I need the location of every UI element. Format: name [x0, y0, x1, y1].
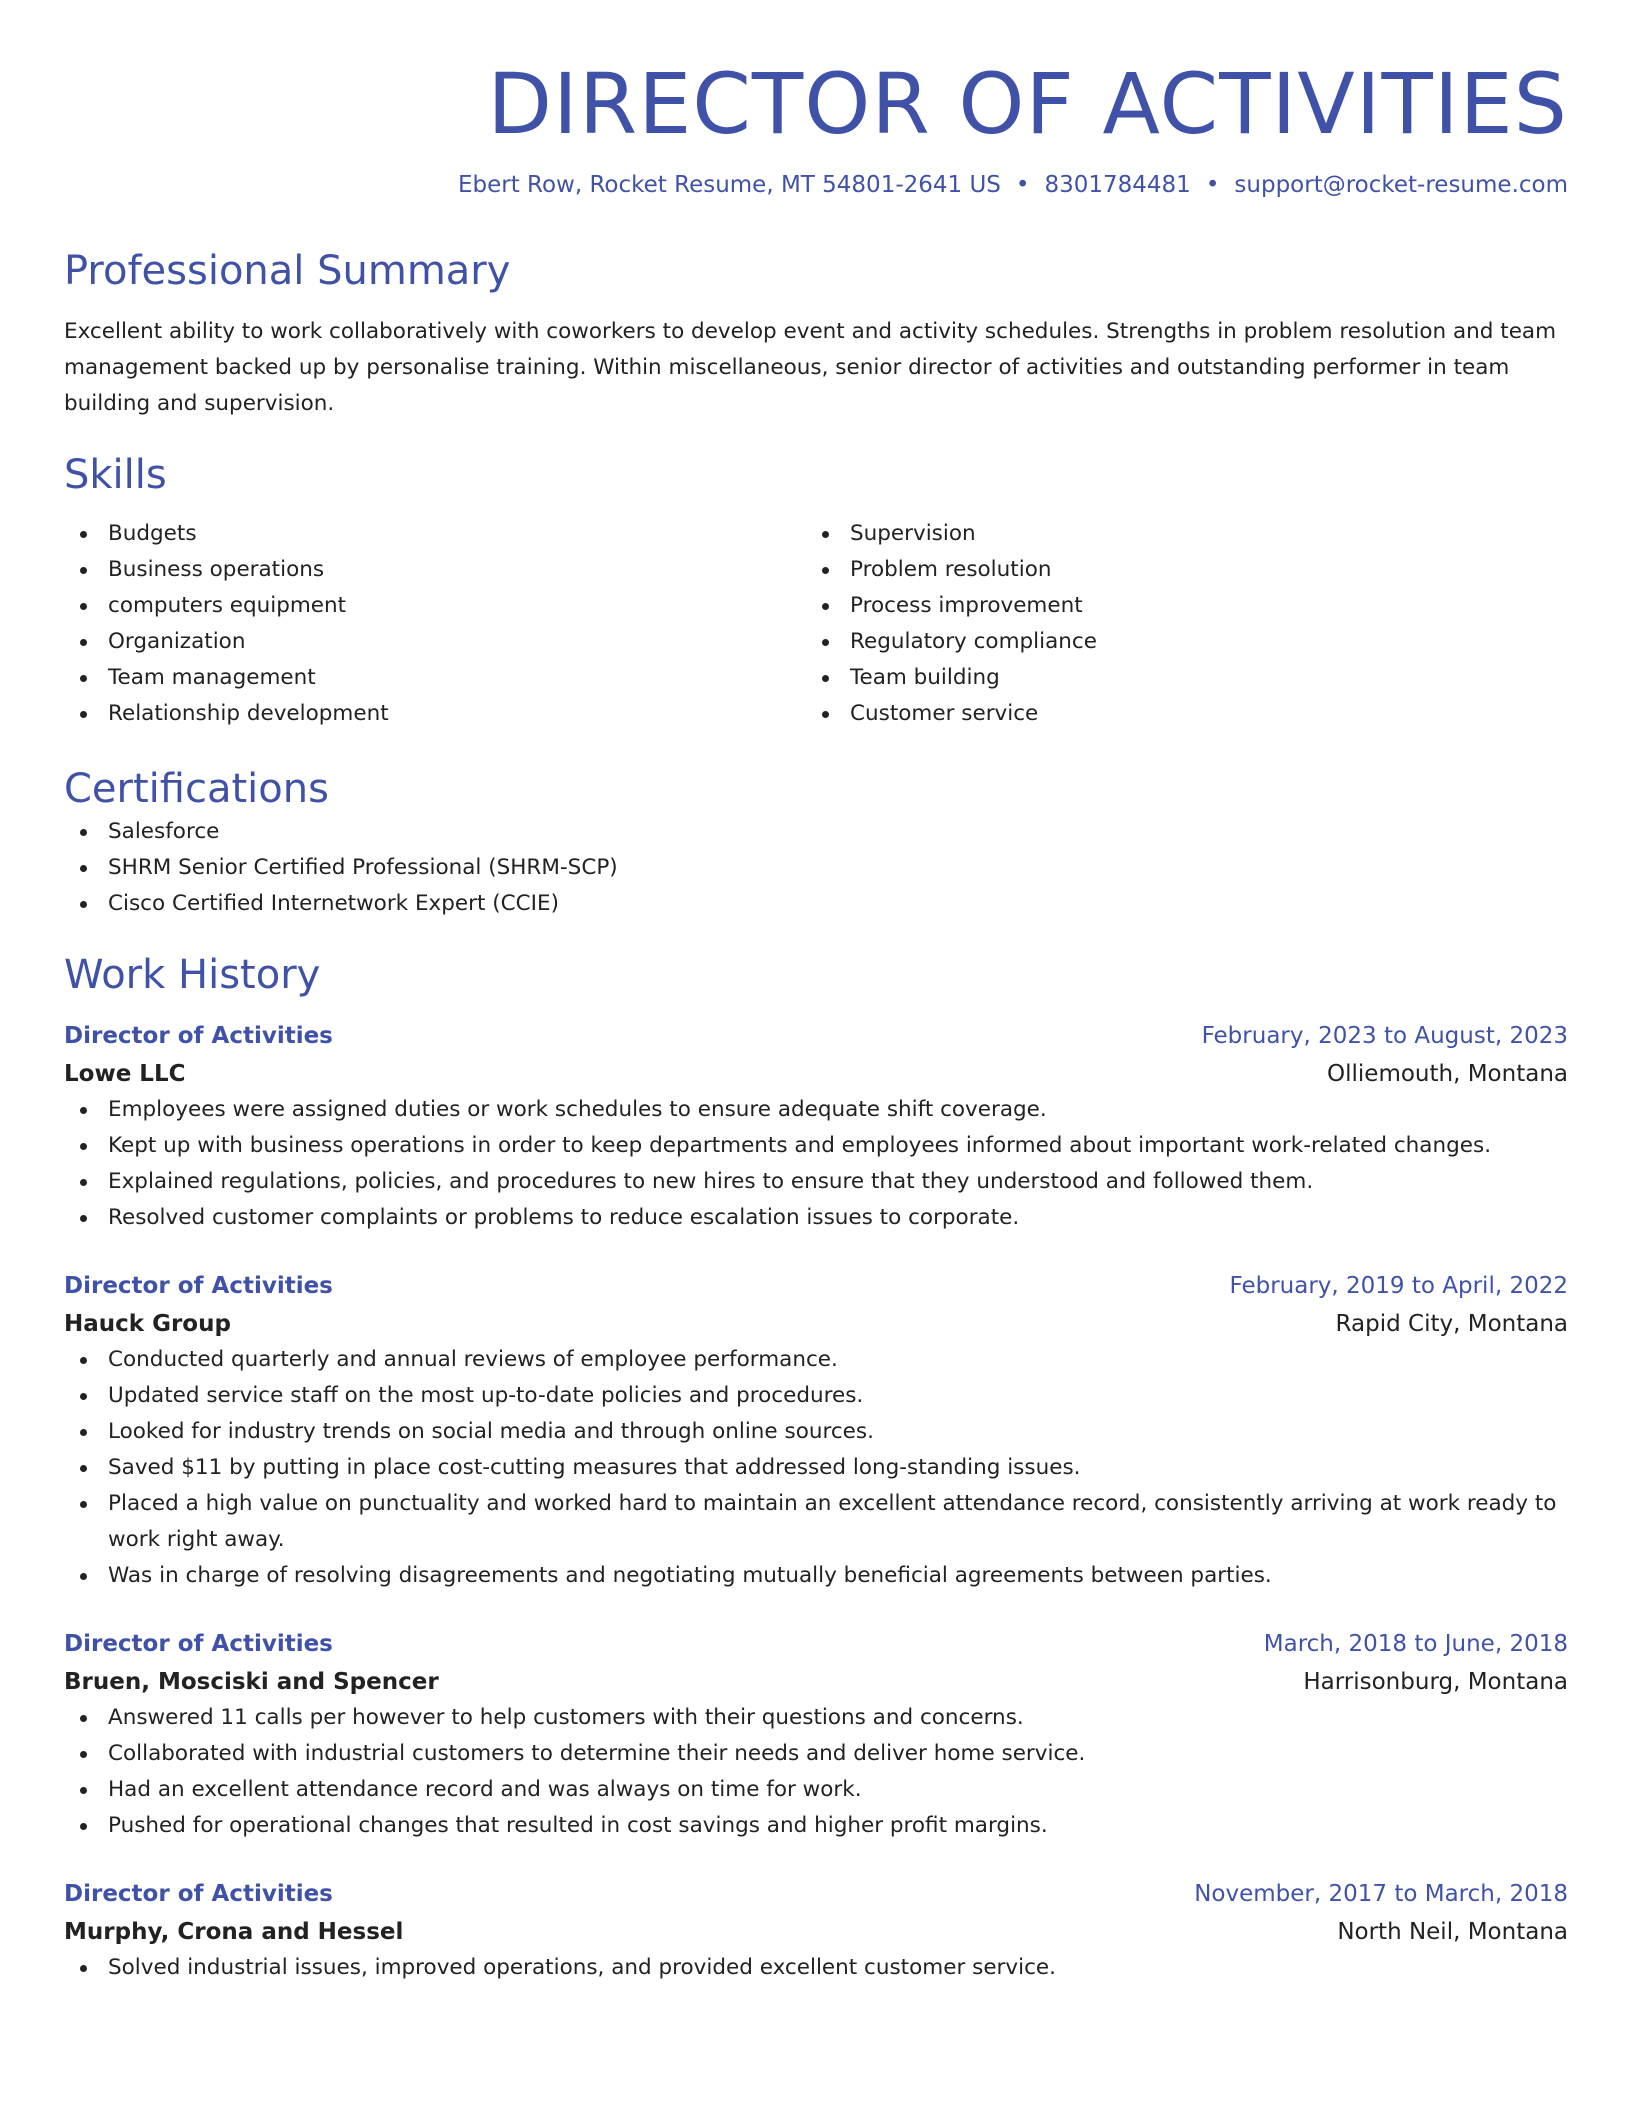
skills-column-left [64, 516, 806, 732]
skill-item: Supervision [806, 516, 1548, 552]
skill-item: Regulatory compliance [806, 624, 1548, 660]
job-entry [64, 1020, 1568, 1236]
skill-item: Organization [64, 624, 806, 660]
job-bullet: Employees were assigned duties or work schedules to ensure adequate shift coverage. [64, 1092, 1568, 1128]
job-header [64, 1628, 1568, 1660]
skill-item: Team building [806, 660, 1548, 696]
certifications-list [64, 814, 1568, 922]
contact-separator: • [1015, 172, 1030, 198]
job-title: Director of Activities [64, 1881, 333, 1907]
job-bullet: Updated service staff on the most up-to-date policies and procedures. [64, 1378, 1568, 1414]
job-entry [64, 1270, 1568, 1594]
job-location: Rapid City, Montana [1335, 1311, 1568, 1337]
job-bullet: Conducted quarterly and annual reviews of employee performance. [64, 1342, 1568, 1378]
resume-name-heading: DIRECTOR OF ACTIVITIES [487, 55, 1568, 153]
job-company: Bruen, Mosciski and Spencer [64, 1669, 439, 1695]
certification-item: SHRM Senior Certified Professional (SHRM-SCP) [64, 850, 1568, 886]
job-bullet: Collaborated with industrial customers to determine their needs and deliver home service. [64, 1736, 1568, 1772]
job-bullet: Resolved customer complaints or problems to reduce escalation issues to corporate. [64, 1200, 1568, 1236]
skills-list [64, 516, 1568, 732]
skill-item: Business operations [64, 552, 806, 588]
skill-item: Relationship development [64, 696, 806, 732]
job-dates: February, 2019 to April, 2022 [1229, 1273, 1568, 1299]
job-bullets [64, 1092, 1568, 1236]
skills-column-right [806, 516, 1548, 732]
job-subheader [64, 1664, 1568, 1700]
resume-page [64, 0, 1568, 1986]
job-dates: February, 2023 to August, 2023 [1201, 1023, 1568, 1049]
job-title: Director of Activities [64, 1631, 333, 1657]
certification-item: Cisco Certified Internetwork Expert (CCIE) [64, 886, 1568, 922]
job-company: Murphy, Crona and Hessel [64, 1919, 404, 1945]
job-bullets [64, 1700, 1568, 1844]
job-subheader [64, 1914, 1568, 1950]
job-bullet: Saved $11 by putting in place cost-cutting measures that addressed long-standing issues. [64, 1450, 1568, 1486]
job-bullet: Was in charge of resolving disagreements and negotiating mutually beneficial agreements between parties. [64, 1558, 1568, 1594]
job-bullet: Looked for industry trends on social media and through online sources. [64, 1414, 1568, 1450]
skill-item: Problem resolution [806, 552, 1548, 588]
job-bullets [64, 1342, 1568, 1594]
contact-email: support@rocket-resume.com [1234, 172, 1568, 198]
job-bullet: Kept up with business operations in order to keep departments and employees informed about important work-related changes. [64, 1128, 1568, 1164]
job-header [64, 1878, 1568, 1910]
skill-item: Customer service [806, 696, 1548, 732]
job-bullets [64, 1950, 1568, 1986]
job-title: Director of Activities [64, 1273, 333, 1299]
job-bullet: Answered 11 calls per however to help customers with their questions and concerns. [64, 1700, 1568, 1736]
skill-item: computers equipment [64, 588, 806, 624]
job-bullet: Solved industrial issues, improved operations, and provided excellent customer service. [64, 1950, 1568, 1986]
contact-separator: • [1205, 172, 1220, 198]
job-entry [64, 1878, 1568, 1986]
summary-text: Excellent ability to work collaboratively with coworkers to develop event and activity schedules. Strengths in problem resolution and team management backed up by personalise training. Within miscellaneous, senior director of activities and outstanding performer in team building and supervision. [64, 319, 1557, 416]
job-header [64, 1270, 1568, 1302]
job-company: Hauck Group [64, 1311, 231, 1337]
contact-phone: 8301784481 [1044, 172, 1191, 198]
job-location: Harrisonburg, Montana [1303, 1669, 1568, 1695]
job-location: North Neil, Montana [1337, 1919, 1568, 1945]
certifications-section-title: Certifications [64, 766, 329, 812]
job-header [64, 1020, 1568, 1052]
job-entry [64, 1628, 1568, 1844]
job-bullet: Placed a high value on punctuality and worked hard to maintain an excellent attendance record, consistently arriving at work ready to work right away. [64, 1486, 1568, 1558]
job-company: Lowe LLC [64, 1061, 186, 1087]
skill-item: Process improvement [806, 588, 1548, 624]
job-subheader [64, 1056, 1568, 1092]
job-location: Olliemouth, Montana [1327, 1061, 1568, 1087]
contact-line [64, 172, 1568, 198]
job-bullet: Explained regulations, policies, and procedures to new hires to ensure that they understood and followed them. [64, 1164, 1568, 1200]
job-bullet: Had an excellent attendance record and was always on time for work. [64, 1772, 1568, 1808]
job-subheader [64, 1306, 1568, 1342]
skill-item: Budgets [64, 516, 806, 552]
skill-item: Team management [64, 660, 806, 696]
job-title: Director of Activities [64, 1023, 333, 1049]
summary-section-title: Professional Summary [64, 248, 511, 294]
job-dates: November, 2017 to March, 2018 [1194, 1881, 1568, 1907]
contact-address: Ebert Row, Rocket Resume, MT 54801-2641 US [457, 172, 1001, 198]
job-dates: March, 2018 to June, 2018 [1263, 1631, 1568, 1657]
job-bullet: Pushed for operational changes that resulted in cost savings and higher profit margins. [64, 1808, 1568, 1844]
work-history-section-title: Work History [64, 952, 321, 998]
certification-item: Salesforce [64, 814, 1568, 850]
skills-section-title: Skills [64, 452, 167, 498]
